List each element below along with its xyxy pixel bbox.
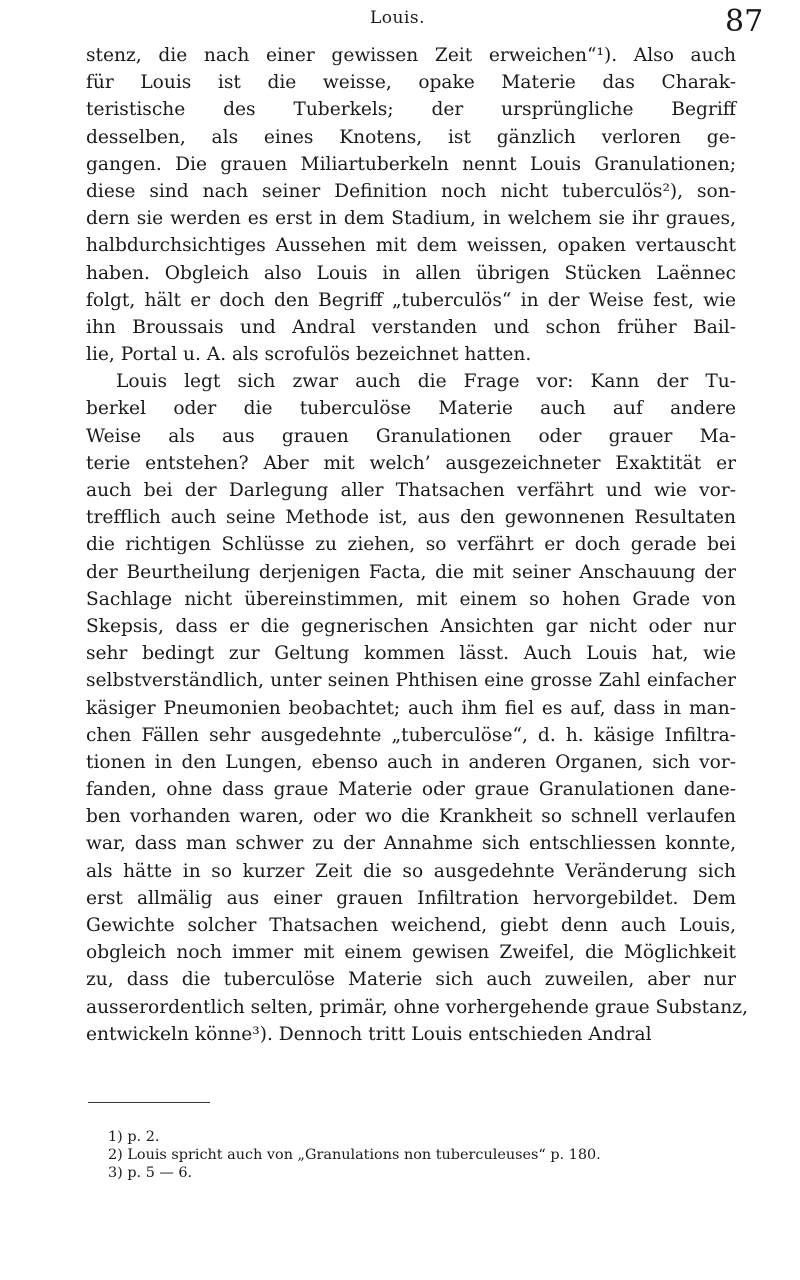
- text-line: ihn Broussais und Andral verstanden und schon früher Bail-: [86, 316, 736, 338]
- text-line: teristische des Tuberkels; der ursprüngliche Begriff: [86, 99, 736, 121]
- text-line: als hätte in so kurzer Zeit die so ausgedehnte Veränderung sich: [86, 860, 736, 882]
- text-line: Weise als aus grauen Granulationen oder grauer Ma-: [86, 425, 736, 447]
- text-line: berkel oder die tuberculöse Materie auch auf andere: [86, 398, 736, 420]
- footnotes: [108, 1128, 748, 1182]
- text-line: Skepsis, dass er die gegnerischen Ansichten gar nicht oder nur: [86, 615, 736, 637]
- text-line: terie entstehen? Aber mit welch’ ausgezeichneter Exaktität er: [86, 452, 736, 474]
- text-line: ausserordentlich selten, primär, ohne vorhergehende graue Substanz,: [86, 996, 748, 1018]
- text-line: gangen. Die grauen Miliartuberkeln nennt Louis Granulationen;: [86, 153, 736, 175]
- running-head: Louis.: [370, 8, 426, 28]
- text-line: desselben, als eines Knotens, ist gänzlich verloren ge-: [86, 126, 736, 148]
- text-line: der Beurtheilung derjenigen Facta, die mit seiner Anschauung der: [86, 561, 736, 583]
- text-line: dern sie werden es erst in dem Stadium, in welchem sie ihr graues,: [86, 208, 736, 230]
- text-line: entwickeln könne³). Dennoch tritt Louis entschieden Andral: [86, 1023, 652, 1045]
- page-number: 87: [725, 4, 764, 39]
- text-line: fanden, ohne dass graue Materie oder graue Granulationen dane-: [86, 779, 736, 801]
- text-line: für Louis ist die weisse, opake Materie das Charak-: [86, 72, 736, 94]
- text-line: sehr bedingt zur Geltung kommen lässt. Auch Louis hat, wie: [86, 643, 736, 665]
- text-line: chen Fällen sehr ausgedehnte „tuberculöse“, d. h. käsige Infiltra-: [86, 724, 736, 746]
- text-line: halbdurchsichtiges Aussehen mit dem weissen, opaken vertauscht: [86, 235, 736, 257]
- text-line: diese sind nach seiner Definition noch nicht tuberculös²), son-: [86, 180, 736, 202]
- footnote-divider: [88, 1102, 210, 1103]
- main-text: [86, 42, 748, 1048]
- text-line: Louis legt sich zwar auch die Frage vor: Kann der Tu-: [116, 371, 736, 393]
- text-line: haben. Obgleich also Louis in allen übrigen Stücken Laënnec: [86, 262, 736, 284]
- text-line: folgt, hält er doch den Begriff „tuberculös“ in der Weise fest, wie: [86, 289, 736, 311]
- page-header: [0, 4, 800, 39]
- text-line: war, dass man schwer zu der Annahme sich entschliessen konnte,: [86, 833, 736, 855]
- text-line: die richtigen Schlüsse zu ziehen, so verfährt er doch gerade bei: [86, 534, 736, 556]
- text-line: stenz, die nach einer gewissen Zeit erweichen“¹). Also auch: [86, 45, 736, 66]
- text-line: Sachlage nicht übereinstimmen, mit einem so hohen Grade von: [86, 588, 736, 610]
- text-line: selbstverständlich, unter seinen Phthisen eine grosse Zahl einfacher: [86, 670, 736, 692]
- text-line: obgleich noch immer mit einem gewisen Zweifel, die Möglichkeit: [86, 942, 736, 964]
- text-line: auch bei der Darlegung aller Thatsachen verfährt und wie vor-: [86, 480, 736, 501]
- text-line: lie, Portal u. A. als scrofulös bezeichnet hatten.: [86, 344, 532, 366]
- footnote-2: 2) Louis spricht auch von „Granulations non tuberculeuses“ p. 180.: [108, 1147, 601, 1163]
- text-line: käsiger Pneumonien beobachtet; auch ihm fiel es auf, dass in man-: [86, 697, 736, 719]
- text-line: Gewichte solcher Thatsachen weichend, giebt denn auch Louis,: [86, 915, 736, 936]
- text-line: zu, dass die tuberculöse Materie sich auch zuweilen, aber nur: [86, 969, 736, 991]
- text-line: trefflich auch seine Methode ist, aus den gewonnenen Resultaten: [86, 507, 736, 529]
- text-line: ben vorhanden waren, oder wo die Krankheit so schnell verlaufen: [86, 806, 736, 828]
- text-line: tionen in den Lungen, ebenso auch in anderen Organen, sich vor-: [86, 751, 736, 773]
- text-line: erst allmälig aus einer grauen Infiltration hervorgebildet. Dem: [86, 887, 736, 909]
- footnote-1: 1) p. 2.: [108, 1129, 160, 1145]
- footnote-3: 3) p. 5 — 6.: [108, 1165, 193, 1181]
